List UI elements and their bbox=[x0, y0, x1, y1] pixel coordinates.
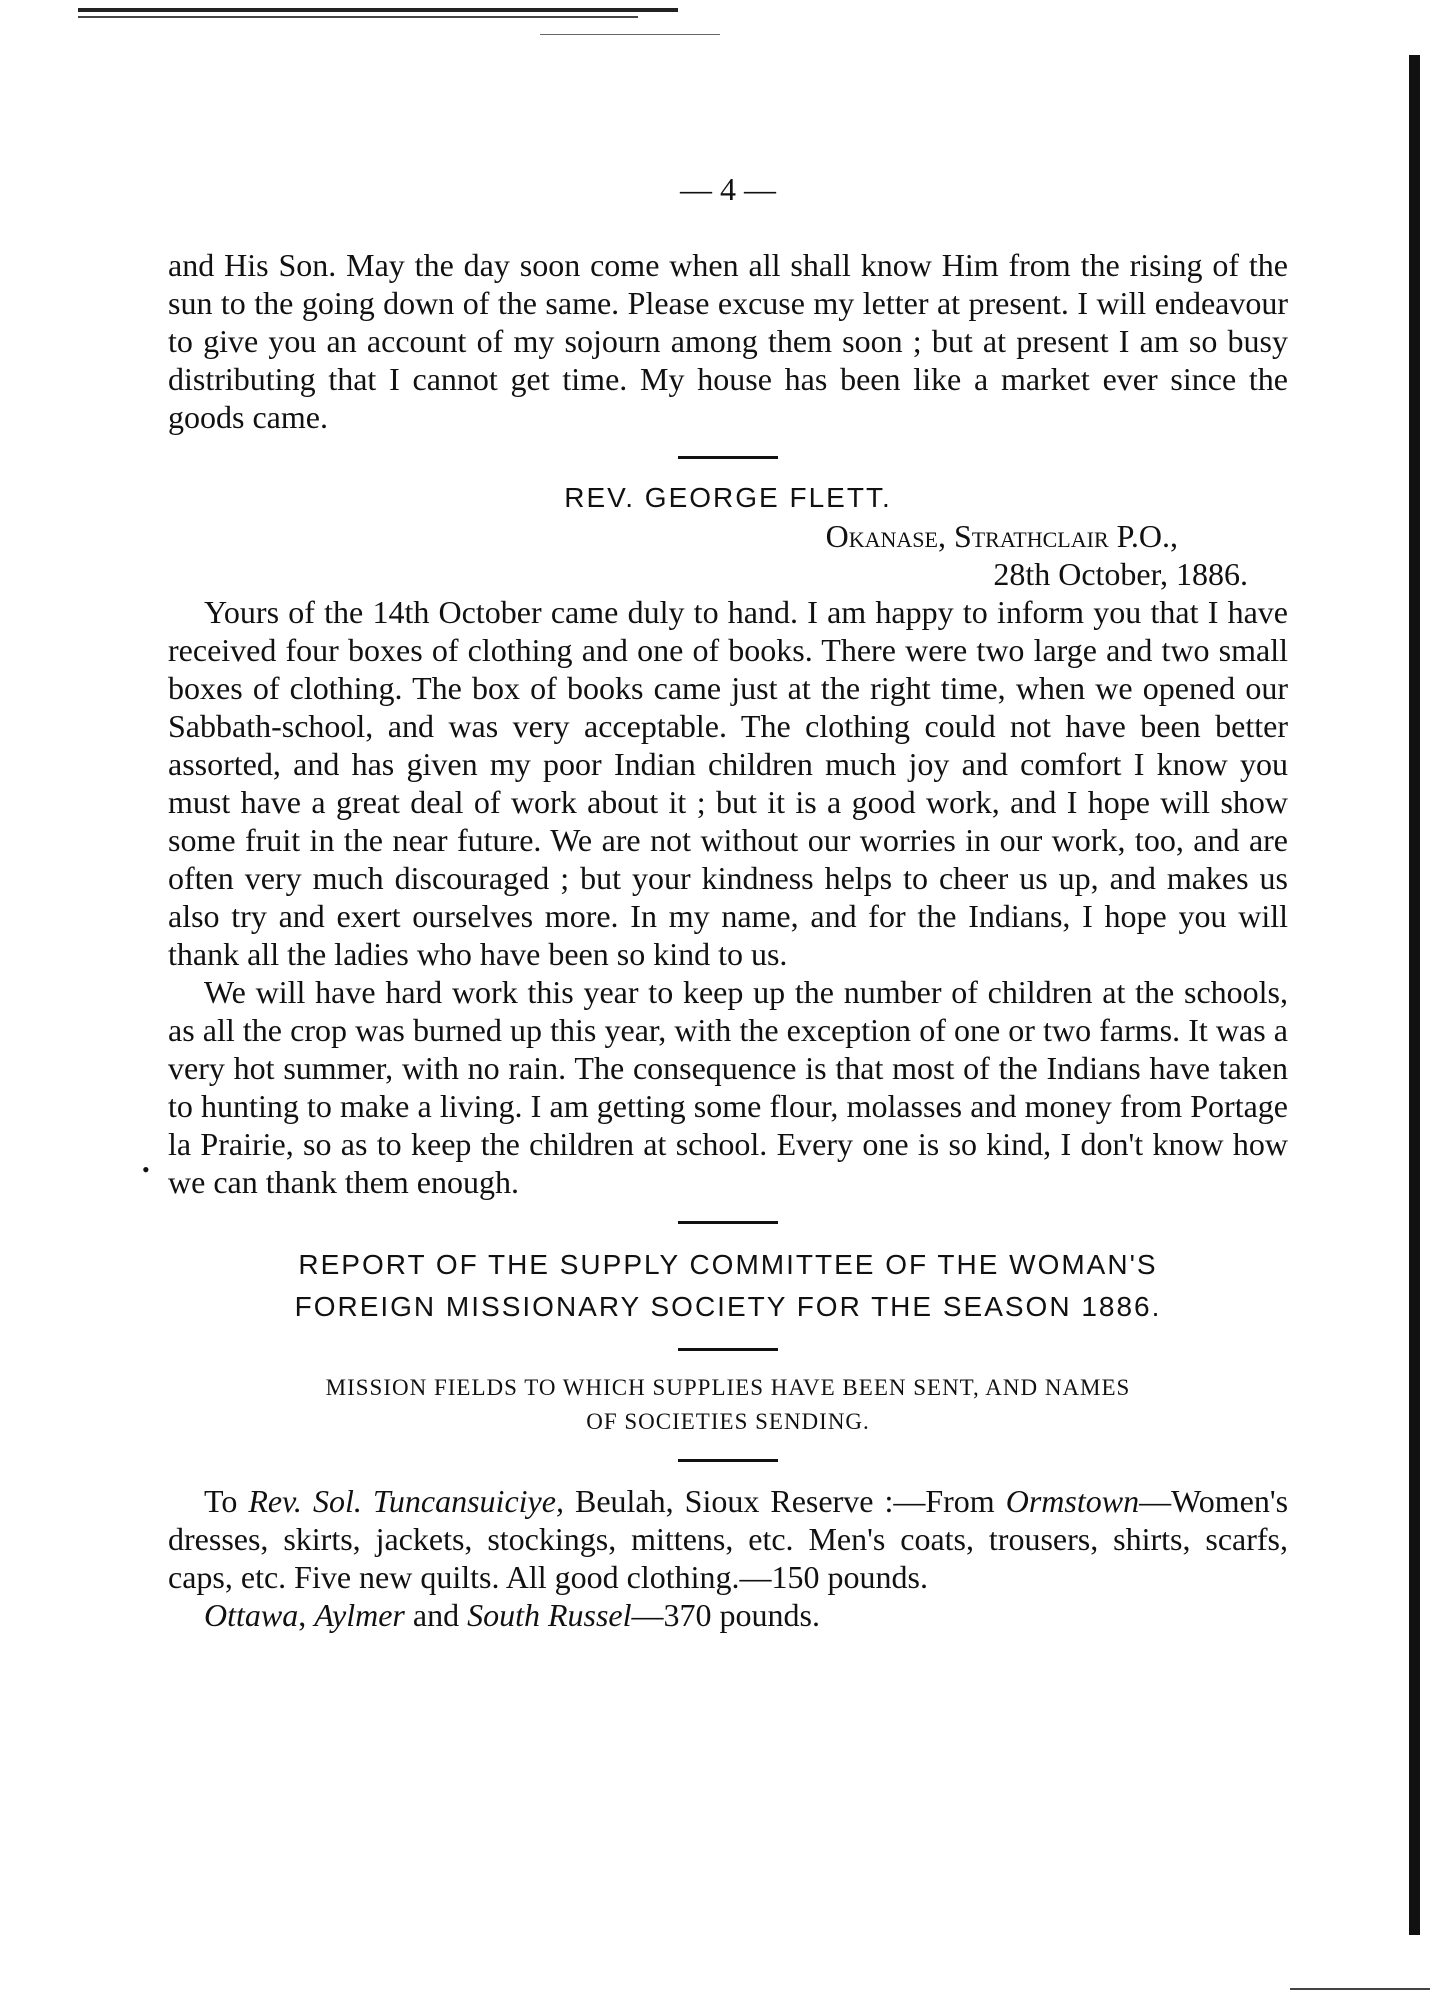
letter-heading: REV. GEORGE FLETT. bbox=[564, 482, 892, 513]
report-title-line-2: FOREIGN MISSIONARY SOCIETY FOR THE SEASON 1886. bbox=[294, 1291, 1162, 1322]
entry-separator: , bbox=[298, 1597, 315, 1633]
scan-edge-bar bbox=[1409, 55, 1420, 1935]
entry-separator: and bbox=[404, 1597, 468, 1633]
top-rule bbox=[78, 8, 678, 12]
entry-location: Beulah, Sioux Reserve :—From bbox=[563, 1483, 1006, 1519]
top-rule bbox=[540, 34, 720, 35]
intro-paragraph: and His Son. May the day soon come when all shall know Him from the rising of the sun to the going down of the same. Please excuse my letter at present. I will endeavour to give you an account of my sojourn among them soon ; but at present I am so busy distributing that I cannot get time. My house has been like a market ever since the goods came. bbox=[168, 247, 1288, 435]
section-separator bbox=[678, 1221, 778, 1224]
report-entry-1 bbox=[168, 1482, 1288, 1596]
letter-paragraph-2: We will have hard work this year to keep up the number of children at the schools, as all the crop was burned up this year, with the exception of one or two farms. It was a very hot summer, with no rain. The consequence is that most of the Indians have taken to hunting to make a living. I am getting some flour, molasses and money from Portage la Prairie, so as to keep the children at school. Every one is so kind, I don't know how we can thank them enough. bbox=[168, 974, 1288, 1200]
report-title-line-1: REPORT OF THE SUPPLY COMMITTEE OF THE WOMAN'S bbox=[298, 1249, 1158, 1280]
entry-recipient: Rev. Sol. Tuncansuiciye, bbox=[248, 1483, 564, 1519]
entry-sender: Ormstown bbox=[1005, 1483, 1140, 1519]
page-number: — 4 — bbox=[680, 171, 776, 207]
report-entry-2 bbox=[168, 1596, 1288, 1634]
report-subhead-line-1: MISSION FIELDS TO WHICH SUPPLIES HAVE BEEN SENT, AND NAMES bbox=[325, 1375, 1131, 1400]
section-separator bbox=[678, 1459, 778, 1462]
letter-date: 28th October, 1886. bbox=[993, 556, 1248, 592]
section-separator bbox=[678, 456, 778, 459]
entry-sender: South Russel bbox=[467, 1597, 632, 1633]
letter-place: Okanase, Strathclair P.O., bbox=[825, 518, 1178, 554]
report-subhead-line-2: OF SOCIETIES SENDING. bbox=[586, 1409, 870, 1434]
report-subhead bbox=[168, 1371, 1288, 1439]
page-content bbox=[142, 170, 1289, 1634]
section-separator bbox=[678, 1348, 778, 1351]
entry-details: —370 pounds. bbox=[631, 1597, 820, 1633]
entry-details: —Women's dresses, skirts, jackets, stockings, mittens, etc. Men's coats, trousers, shirts, scarfs, caps, etc. Five new quilts. All good clothing.—150 pounds. bbox=[168, 1483, 1289, 1595]
margin-bullet: • bbox=[142, 1157, 150, 1182]
entry-sender: Aylmer bbox=[314, 1597, 405, 1633]
letter-paragraph-1: Yours of the 14th October came duly to hand. I am happy to inform you that I have received four boxes of clothing and one of books. There were two large and two small boxes of clothing. The box of books came just at the right time, when we opened our Sabbath-school, and was very acceptable. The clothing could not have been better assorted, and has given my poor Indian children much joy and comfort I know you must have a great deal of work about it ; but it is a good work, and I hope will show some fruit in the near future. We are not without our worries in our work, too, and are often very much discouraged ; but your kindness helps to cheer us up, and makes us also try and exert ourselves more. In my name, and for the Indians, I hope you will thank all the ladies who have been so kind to us. bbox=[168, 594, 1288, 972]
entry-to: To bbox=[204, 1483, 249, 1519]
top-rule bbox=[78, 16, 638, 18]
entry-sender: Ottawa bbox=[204, 1597, 299, 1633]
bottom-rule bbox=[1290, 1988, 1430, 1990]
report-title bbox=[168, 1244, 1288, 1328]
